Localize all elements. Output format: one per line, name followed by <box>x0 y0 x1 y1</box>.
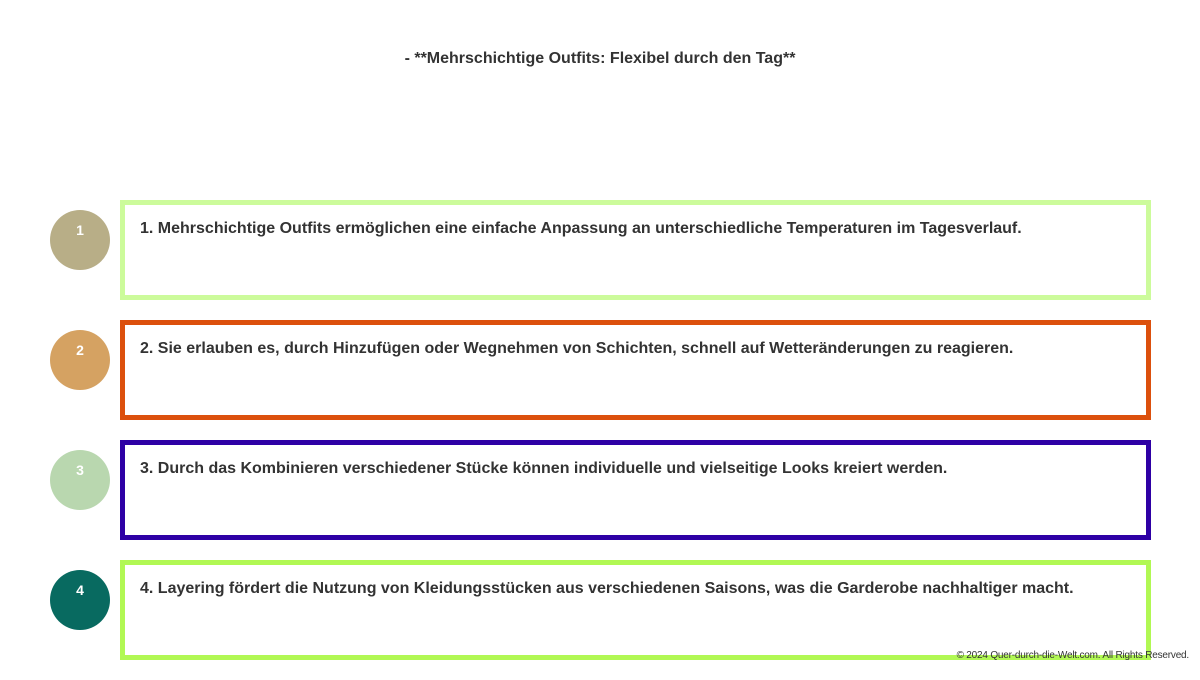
item-text: 1. Mehrschichtige Outfits ermöglichen eine einfache Anpassung an unterschiedliche Temperaturen im Tagesverlauf. <box>140 220 1022 237</box>
footer-copyright: © 2024 Quer-durch-die-Welt.com. All Rights Reserved. <box>956 650 1189 661</box>
item-number-badge: 4 <box>50 570 110 630</box>
list-item <box>0 440 1200 540</box>
list-item <box>0 320 1200 420</box>
item-text: 3. Durch das Kombinieren verschiedener Stücke können individuelle und vielseitige Looks kreiert werden. <box>140 460 948 477</box>
item-box <box>120 440 1151 540</box>
item-box <box>120 560 1151 660</box>
item-number-badge: 1 <box>50 210 110 270</box>
item-box <box>120 200 1151 300</box>
list-item <box>0 560 1200 660</box>
item-text: 4. Layering fördert die Nutzung von Kleidungsstücken aus verschiedenen Saisons, was die Garderobe nachhaltiger macht. <box>140 580 1074 597</box>
item-number-badge: 2 <box>50 330 110 390</box>
item-text: 2. Sie erlauben es, durch Hinzufügen oder Wegnehmen von Schichten, schnell auf Wetteränderungen zu reagieren. <box>140 340 1014 357</box>
item-box <box>120 320 1151 420</box>
page-title: - **Mehrschichtige Outfits: Flexibel durch den Tag** <box>404 50 796 67</box>
item-number-badge: 3 <box>50 450 110 510</box>
list-item <box>0 200 1200 300</box>
